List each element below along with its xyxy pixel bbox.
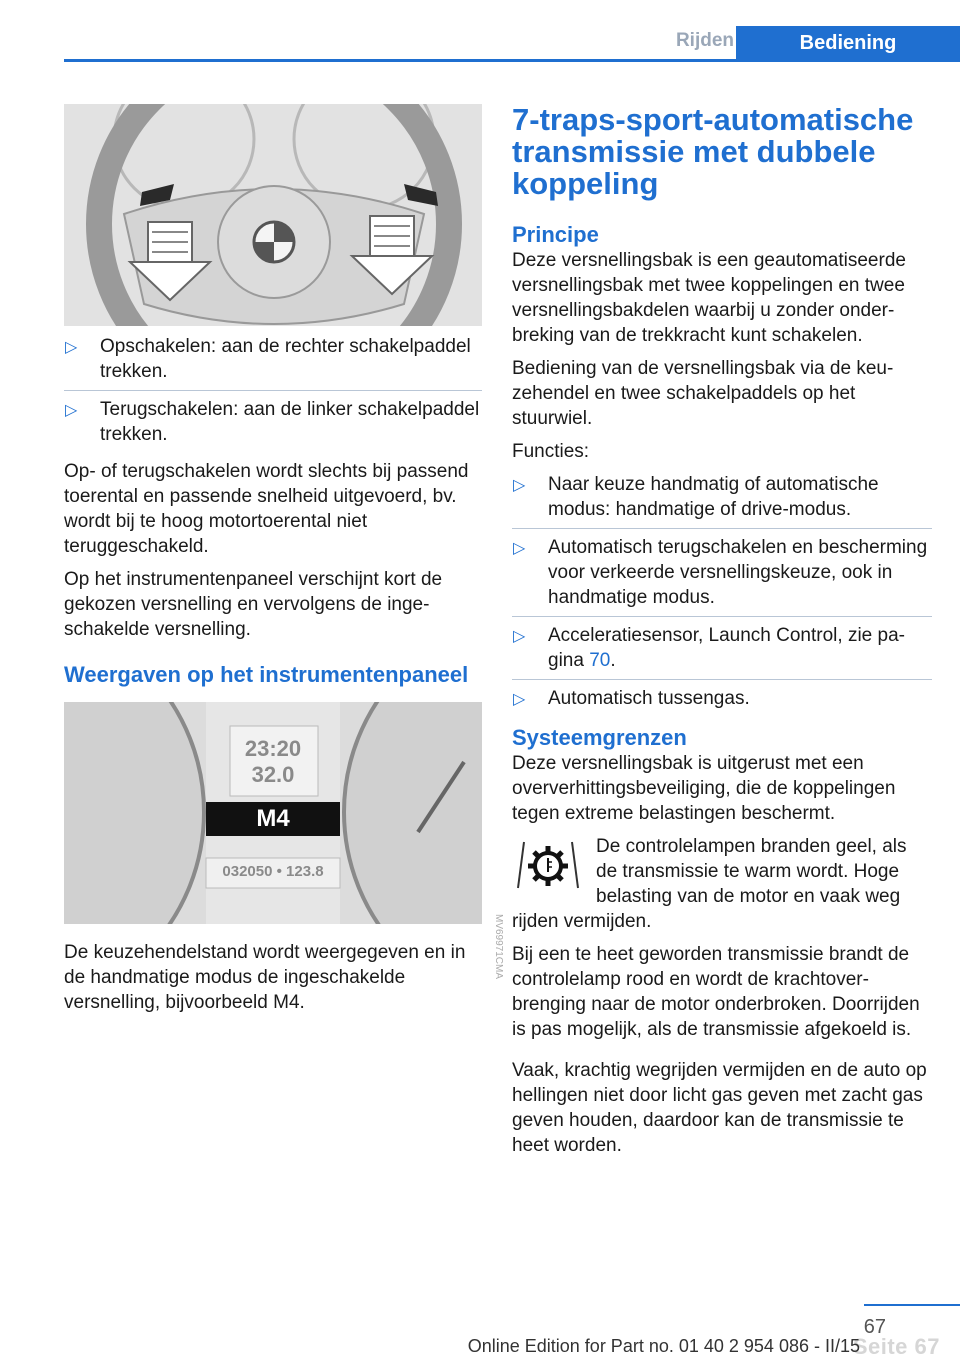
paragraph: Functies: — [512, 441, 590, 462]
section-label: Rijden — [675, 30, 734, 51]
paragraph: Bediening van de versnellingsbak via de keuzehendel en twee schakelpaddels op het stuurwiel. — [512, 358, 894, 429]
triangle-bullet-icon: ▷ — [513, 477, 526, 494]
footer-rule — [864, 1304, 960, 1306]
transmission-temperature-icon — [512, 838, 584, 894]
edition-label: Online Edition for Part no. 01 40 2 954 086 - II/15 — [467, 1336, 860, 1356]
list-item: ▷ Automatisch terugschakelen en bescherming voor verkeerde versnellingskeuze, ook in handmatige modus. — [512, 535, 932, 617]
figure-code: MV69971CMA — [493, 914, 504, 980]
steering-wheel-illustration — [64, 104, 482, 326]
chapter-tab: Bediening — [736, 26, 960, 62]
instrument-panel-figure — [64, 702, 482, 924]
page-title: 7-traps-sport-automatische transmissie met dubbele koppeling — [512, 102, 914, 201]
display-odometer: 032050 • 123.8 — [222, 863, 324, 880]
steering-wheel-figure — [64, 104, 482, 326]
triangle-bullet-icon: ▷ — [65, 339, 78, 356]
list-item: ▷ Terugschakelen: aan de linker schakelpaddel trekken. — [65, 399, 480, 445]
list-item: ▷ Acceleratiesensor, Launch Control, zie pagina 70. — [512, 623, 932, 680]
display-time: 23:20 — [244, 736, 302, 761]
page-header — [0, 26, 960, 62]
section-heading: Weergaven op het instrumentenpaneel — [64, 662, 469, 687]
paragraph: Deze versnellingsbak is een geautomatiseerde versnellingsbak met twee koppelingen en twee versnellingsbakdelen waarbij u zonder onderbreking van de trekkracht kunt schakelen. — [512, 250, 906, 346]
shift-bullet-list — [64, 334, 482, 453]
paragraph: rijden vermijden. — [512, 911, 652, 932]
section-heading: Principe — [512, 222, 599, 247]
section-heading: Systeemgrenzen — [512, 725, 687, 750]
paragraph: Op het instrumentenpaneel verschijnt kort de gekozen versnelling en vervolgens de ingeschakelde versnelling. — [64, 569, 443, 640]
paragraph: Vaak, krachtig wegrijden vermijden en de auto op hellingen niet door licht gas geven met zacht gas geven houden, daardoor kan de transmissie te heet worden. — [512, 1060, 927, 1156]
triangle-bullet-icon: ▷ — [65, 402, 78, 419]
right-column — [512, 104, 932, 1166]
warning-notice: De controlelampen branden geel, als de transmissie te warm wordt. Hoge belasting van de motor en vaak weg — [512, 834, 932, 909]
page-number: 67 — [863, 1316, 886, 1338]
page-link[interactable]: 70 — [589, 650, 611, 671]
paragraph: De keuzehendelstand wordt weergegeven en in de handmatige modus de ingeschakelde versnelling, bijvoorbeeld M4. — [64, 942, 466, 1013]
display-value: 32.0 — [251, 762, 295, 787]
functions-list — [512, 472, 932, 717]
triangle-bullet-icon: ▷ — [513, 540, 526, 557]
triangle-bullet-icon: ▷ — [513, 691, 526, 708]
list-item: ▷ Naar keuze handmatig of automatische modus: handmatige of drive-modus. — [512, 472, 932, 529]
left-column — [64, 104, 504, 1023]
watermark: Seite 67 — [852, 1334, 940, 1359]
display-gear: M4 — [256, 805, 290, 832]
list-item: ▷ Automatisch tussengas. — [512, 686, 932, 717]
paragraph: Deze versnellingsbak is uitgerust met een oververhittingsbeveiliging, die de koppelingen tegen extreme belastingen beschermt. — [512, 753, 896, 824]
list-item: ▷ Opschakelen: aan de rechter schakelpaddel trekken. — [64, 334, 482, 391]
triangle-bullet-icon: ▷ — [513, 628, 526, 645]
paragraph: Op- of terugschakelen wordt slechts bij passend toerental en passende snelheid uitgevoerd, bv. wordt bij te hoog motortoerental niet teruggeschakeld. — [64, 461, 469, 557]
paragraph: Bij een te heet geworden transmissie brandt de controlelamp rood en wordt de krachtoverbrenging naar de motor onderbroken. Doorrijden is pas mogelijk, als de transmissie afgekoeld is. — [512, 944, 920, 1040]
header-rule — [64, 59, 960, 62]
